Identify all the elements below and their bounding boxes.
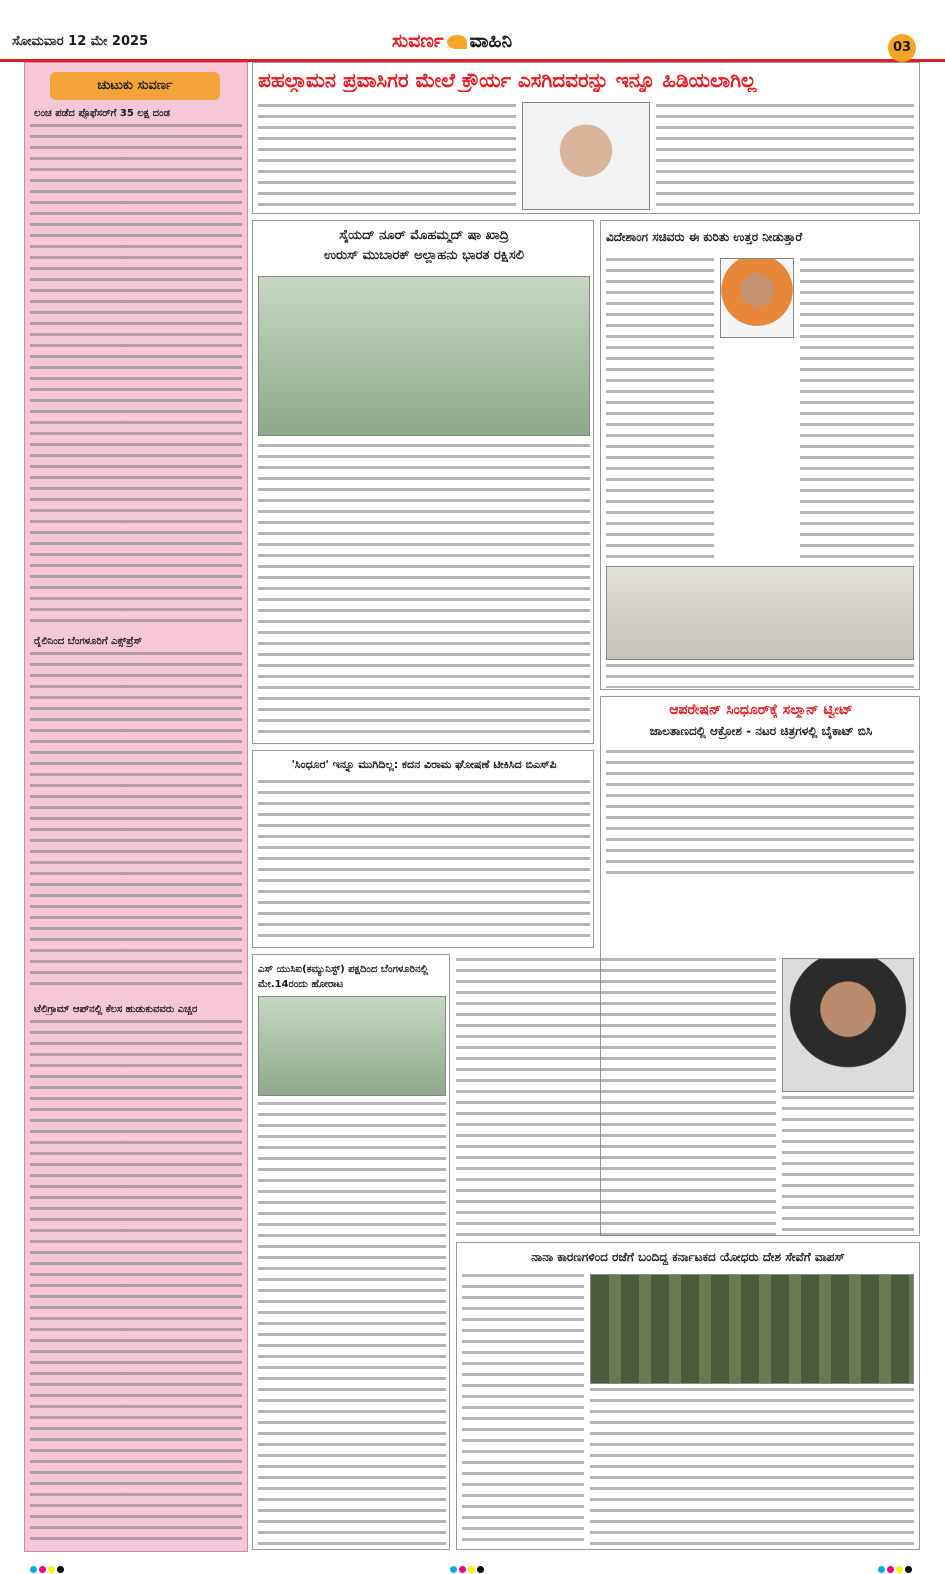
sindoor-bsp-text: [258, 780, 590, 944]
minister-photo: [720, 258, 794, 338]
salman-text-top: [606, 750, 914, 874]
column-badge: ಚುಟುಕು ಸುವರ್ಣ: [50, 72, 220, 100]
soldiers-text-left: [462, 1274, 584, 1546]
foreign-headline: ವಿದೇಶಾಂಗ ಸಚಿವರು ಈ ಕುರಿತು ಉತ್ತರ ನೀಡುತ್ತಾರೆ: [606, 230, 803, 244]
lead-text-right: [656, 104, 914, 208]
logo-part2: ವಾಹಿನಿ: [469, 30, 513, 52]
newspaper-logo: [392, 30, 512, 52]
logo-part1: ಸುವರ್ಣ: [392, 30, 444, 52]
soldiers-headline: ನಾನಾ ಕಾರಣಗಳಿಂದ ರಜೆಗೆ ಬಂದಿದ್ದ ಕರ್ನಾಟಕದ ಯೋಧರು ದೇಶ ಸೇವೆಗೆ ವಾಪಸ್: [531, 1250, 845, 1264]
color-registration-dots-left: [30, 1558, 66, 1566]
flame-icon: [447, 35, 467, 49]
soldiers-photo: [590, 1274, 914, 1384]
color-registration-dots-right: [878, 1558, 914, 1566]
urs-text: [258, 444, 590, 740]
sucii-text: [258, 1102, 446, 1546]
foreign-caption: [606, 664, 914, 688]
left-article-2-text: [30, 652, 242, 992]
sucii-headline: ಎಸ್ ಯುಸಿಐ(ಕಮ್ಯುನಿಸ್ಟ್) ಪಕ್ಷದಿಂದ ಬೆಂಗಳೂರಿನಲ್ಲಿ ಮೇ.14ರಂದು ಹೋರಾಟ: [258, 964, 429, 990]
lead-text-left: [258, 104, 516, 208]
left-article-1-text: [30, 124, 242, 624]
urs-headline: ಸೈಯದ್ ನೂರ್ ಮೊಹಮ್ಮದ್ ಷಾ ಖಾದ್ರಿ: [339, 228, 509, 243]
page-number: 03: [888, 34, 916, 62]
urs-prayer-photo: [258, 276, 590, 436]
office-photo: [606, 566, 914, 660]
lead-headline: ಪಹಲ್ಗಾಮನ ಪ್ರವಾಸಿಗರ ಮೇಲೆ ಕ್ರೌರ್ಯ ಎಸಗಿದವರನ್ನು ಇನ್ನೂ ಹಿಡಿಯಲಾಗಿಲ್ಲ: [258, 68, 757, 92]
issue-date: ಸೋಮವಾರ 12 ಮೇ 2025: [12, 34, 149, 49]
urs-subheadline: ಉರುಸ್ ಮುಬಾರಕ್ ಅಲ್ಲಾಹನು ಭಾರತ ರಕ್ಷಿಸಲಿ: [323, 248, 525, 263]
soldiers-text-right: [590, 1388, 914, 1546]
color-registration-dots-center: [450, 1558, 486, 1566]
portrait-photo: [522, 102, 650, 210]
masthead: [0, 0, 945, 62]
foreign-text-2: [800, 258, 914, 558]
salman-text-right: [782, 1096, 914, 1236]
foreign-text-1: [606, 258, 714, 558]
left-article-3-text: [30, 1020, 242, 1548]
protest-photo: [258, 996, 446, 1096]
left-headline-2: ರೈಲಿನಿಂದ ಬೆಂಗಳೂರಿಗೆ ಎಕ್ಸ್‌ಪ್ರೆಸ್: [34, 636, 143, 647]
salman-subheadline: ಜಾಲತಾಣದಲ್ಲಿ ಆಕ್ರೋಶ - ನಟರ ಚಿತ್ರಗಳಲ್ಲಿ ಬೈಕಾಟ್ ಬಿಸಿ: [649, 724, 873, 738]
sindoor-bsp-headline: 'ಸಿಂಧೂರ' ಇನ್ನೂ ಮುಗಿದಿಲ್ಲ: ಕದನ ವಿರಾಮ ಘೋಷಣೆ ಟೀಕಿಸಿದ ಬಿಎಸ್‌ಪಿ: [291, 758, 557, 771]
left-headline-1: ಲಂಚ ಪಡೆದ ಪ್ರೊಫೆಸರ್‌ಗೆ 35 ಲಕ್ಷ ದಂಡ: [34, 108, 170, 119]
salman-text-left: [456, 958, 776, 1236]
salman-headline: ಆಪರೇಷನ್ ಸಿಂಧೂರ್‌ಕ್ಕೆ ಸಲ್ಮಾನ್ ಟ್ವೀಟ್: [669, 702, 853, 718]
salman-photo: [782, 958, 914, 1092]
left-headline-3: ಟೆಲಿಗ್ರಾಮ್ ಆಪ್‌ನಲ್ಲಿ ಕೆಲಸ ಹುಡುಕುವವರು ಎಚ್ಚರ: [34, 1004, 198, 1015]
